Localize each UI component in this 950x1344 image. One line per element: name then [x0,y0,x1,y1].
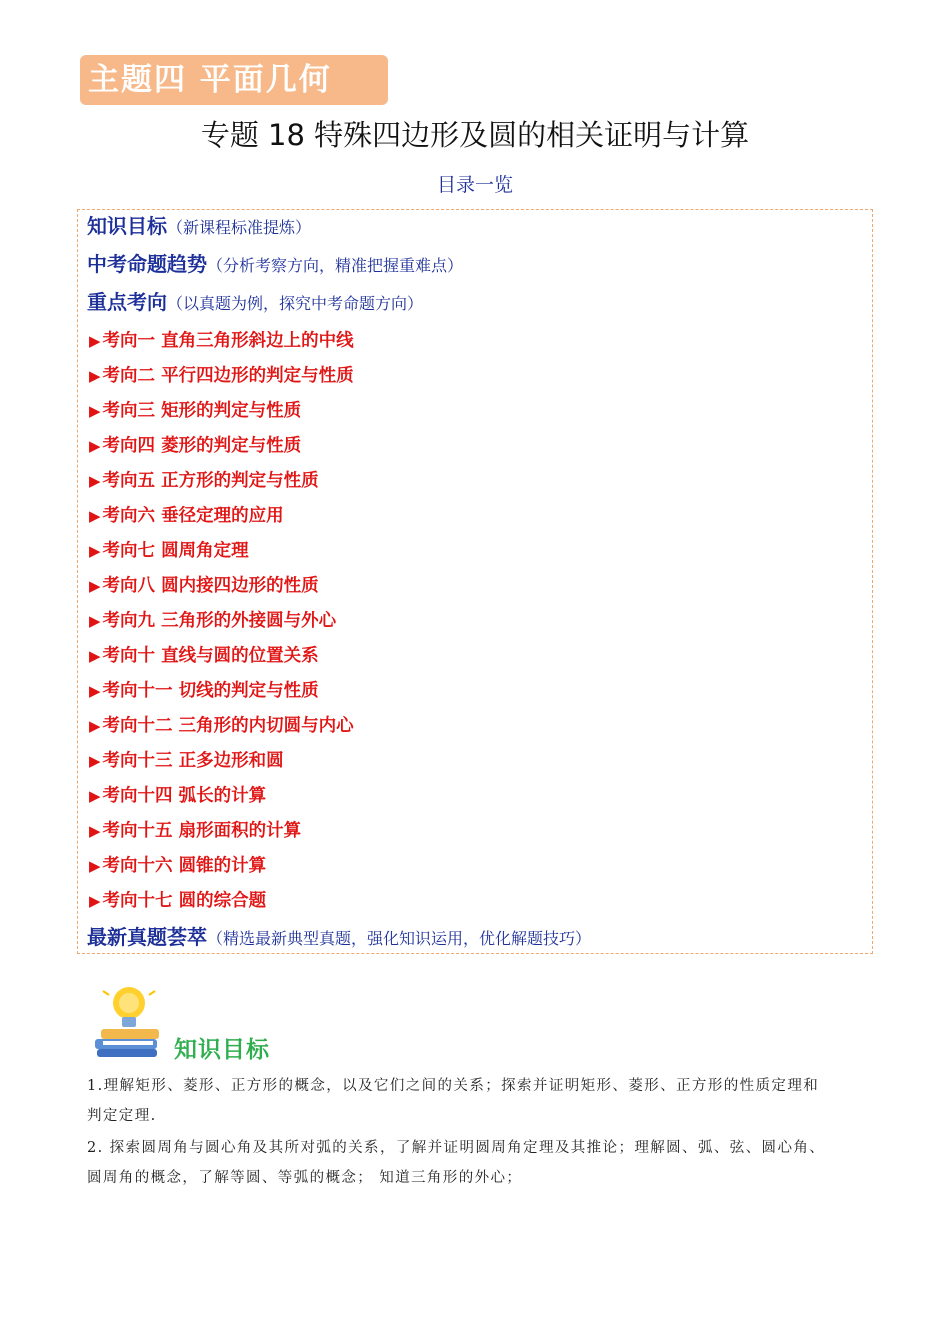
section-heading-knowledge-goals: 知识目标 [174,1037,270,1063]
toc-subitem[interactable]: ▶ 考向一 直角三角形斜边上的中线 [89,331,354,351]
triangle-bullet-icon: ▶ [89,857,101,875]
triangle-bullet-icon: ▶ [89,682,101,700]
triangle-bullet-icon: ▶ [89,787,101,805]
toc-heading: 目录一览 [436,174,513,196]
toc-box [77,209,873,954]
toc-row-key-directions[interactable] [87,286,423,315]
triangle-bullet-icon: ▶ [89,332,101,350]
triangle-bullet-icon: ▶ [89,892,101,910]
toc-row-note: （以真题为例，探究中考命题方向） [167,294,424,313]
triangle-bullet-icon: ▶ [89,542,101,560]
toc-row-note: （精选最新典型真题，强化知识运用，优化解题技巧） [207,929,592,948]
page-title: 专题 18 特殊四边形及圆的相关证明与计算 [200,118,750,152]
toc-row-note: （分析考察方向，精准把握重难点） [207,256,464,275]
toc-subitem[interactable]: ▶ 考向三 矩形的判定与性质 [89,401,302,421]
toc-subitem[interactable]: ▶ 考向十二 三角形的内切圆与内心 [89,716,354,736]
toc-subitem[interactable]: ▶ 考向七 圆周角定理 [89,541,249,561]
triangle-bullet-icon: ▶ [89,752,101,770]
toc-subitem[interactable]: ▶ 考向十六 圆锥的计算 [89,856,267,876]
triangle-bullet-icon: ▶ [89,647,101,665]
toc-subitem[interactable]: ▶ 考向十四 弧长的计算 [89,786,267,806]
toc-subitem[interactable]: ▶ 考向六 垂径定理的应用 [89,506,284,526]
triangle-bullet-icon: ▶ [89,367,101,385]
triangle-bullet-icon: ▶ [89,822,101,840]
triangle-bullet-icon: ▶ [89,577,101,595]
toc-row-title: 中考命题趋势 [87,252,207,276]
paragraph-2-line-1: 2. 探索圆周角与圆心角及其所对弧的关系，了解并证明圆周角定理及其推论；理解圆、弧、弦、圆心角、 [87,1140,826,1156]
toc-row-note: （新课程标准提炼） [167,218,312,237]
toc-subitem[interactable]: ▶ 考向九 三角形的外接圆与外心 [89,611,337,631]
paragraph-2-line-2: 圆周角的概念，了解等圆、等弧的概念； 知道三角形的外心； [87,1170,523,1186]
toc-row-title: 重点考向 [87,290,167,314]
toc-row-title: 最新真题荟萃 [87,925,207,949]
toc-row-exam-trends[interactable] [87,248,463,277]
toc-row-latest-questions[interactable] [87,921,591,950]
triangle-bullet-icon: ▶ [89,507,101,525]
paragraph-1-line-2: 判定定理. [87,1108,157,1124]
toc-subitem[interactable]: ▶ 考向十七 圆的综合题 [89,891,267,911]
triangle-bullet-icon: ▶ [89,472,101,490]
toc-subitem[interactable]: ▶ 考向五 正方形的判定与性质 [89,471,319,491]
toc-subitem[interactable]: ▶ 考向十一 切线的判定与性质 [89,681,319,701]
triangle-bullet-icon: ▶ [89,717,101,735]
triangle-bullet-icon: ▶ [89,612,101,630]
triangle-bullet-icon: ▶ [89,437,101,455]
toc-row-knowledge-goals[interactable] [87,210,311,239]
toc-subitem[interactable]: ▶ 考向十三 正多边形和圆 [89,751,284,771]
toc-subitem[interactable]: ▶ 考向十 直线与圆的位置关系 [89,646,319,666]
toc-subitem[interactable]: ▶ 考向八 圆内接四边形的性质 [89,576,319,596]
toc-subitem[interactable]: ▶ 考向二 平行四边形的判定与性质 [89,366,354,386]
toc-subitem[interactable]: ▶ 考向四 菱形的判定与性质 [89,436,302,456]
lightbulb-books-icon [93,983,165,1063]
toc-row-title: 知识目标 [87,214,167,238]
topic-badge: 主题四 平面几何 [80,55,388,105]
toc-subitem[interactable]: ▶ 考向十五 扇形面积的计算 [89,821,302,841]
paragraph-1-line-1: 1.理解矩形、菱形、正方形的概念，以及它们之间的关系；探索并证明矩形、菱形、正方形的性质定理和 [87,1078,820,1094]
triangle-bullet-icon: ▶ [89,402,101,420]
